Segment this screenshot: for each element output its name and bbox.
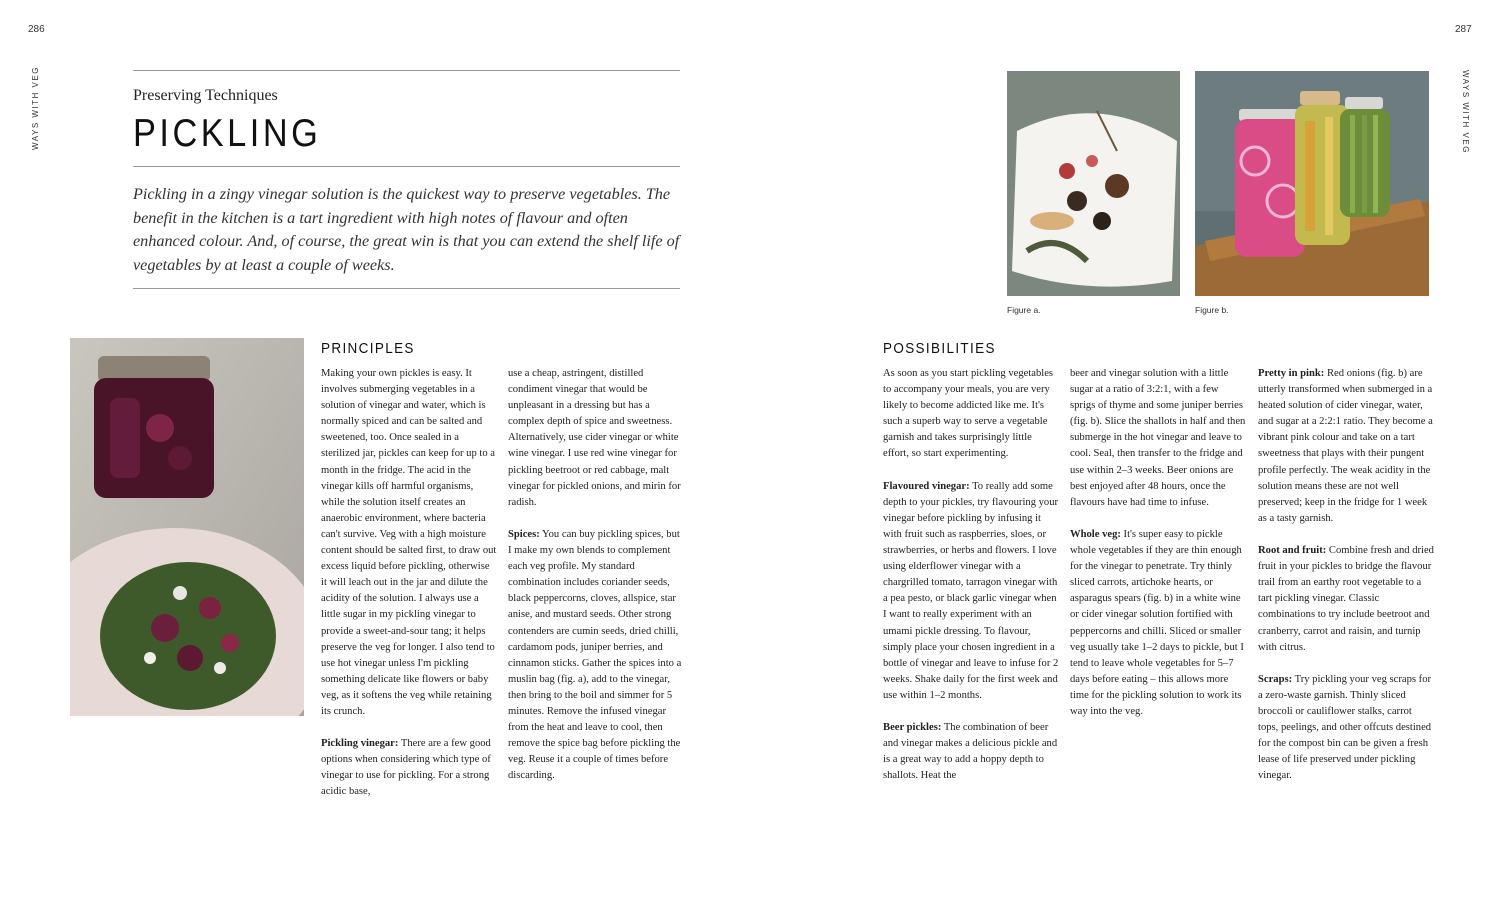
principles-column-2	[508, 366, 684, 801]
paragraph-lead: Root and fruit:	[1258, 545, 1327, 557]
paragraph	[883, 366, 1059, 463]
paragraph-text: Combine fresh and dried fruit in your pickles to bridge the flavour trail from an earthy root vegetable to a tart pickling vinegar. Classic combinations to try include beetroot and cranberry, carrot and raisin, and turnip with citrus.	[1258, 545, 1434, 653]
paragraph-lead: Spices:	[508, 528, 540, 540]
paragraph	[508, 527, 684, 785]
paragraph-text: beer and vinegar solution with a little sugar at a ratio of 3:2:1, with a few sprigs of thyme and some juniper berries (fig. b). Slice the shallots in half and then submerge in the hot vinegar and leave to cool. Seal, then transfer to the fridge and use within 2–3 weeks. Beer onions are best enjoyed after 48 hours, once the flavours have had time to infuse.	[1070, 368, 1246, 508]
possibilities-column-1	[883, 366, 1059, 801]
principles-heading: PRINCIPLES	[321, 340, 415, 357]
possibilities-heading: POSSIBILITIES	[883, 340, 996, 357]
title-rule	[133, 166, 680, 167]
paragraph-text: Red onions (fig. b) are utterly transformed when submerged in a heated solution of cider vinegar, water, and sugar at a 2:2:1 ratio. They become a vibrant pink colour and take on a tart sweetness that plays with their pungent profile perfectly. The weak acidity in the solution means these are not well preserved; keep in the fridge for 1 week as a tasty garnish.	[1258, 368, 1433, 524]
paragraph-lead: Beer pickles:	[883, 722, 942, 734]
paragraph	[321, 736, 497, 800]
paragraph	[321, 366, 497, 720]
figure-b-caption: Figure b.	[1195, 305, 1229, 315]
paragraph-text: Try pickling your veg scraps for a zero-waste garnish. Thinly sliced broccoli or cauliflower stalks, carrot tops, peelings, and other offcuts destined for the compost bin can be given a fresh lease of life preserved under pickling vinegar.	[1258, 673, 1432, 782]
paragraph	[1070, 366, 1246, 511]
principles-column-1	[321, 366, 497, 817]
paragraph-lead: Scraps:	[1258, 673, 1293, 685]
figure-a-caption: Figure a.	[1007, 305, 1041, 315]
paragraph-text: You can buy pickling spices, but I make my own blends to complement each veg profile. My standard combination includes coriander seeds, black peppercorns, cloves, allspice, star anise, and mustard seeds. Other strong contenders are cumin seeds, dried chilli, cardamom pods, juniper berries, and cinnamon sticks. Gather the spices into a muslin bag (fig. a), add to the vinegar, then bring to the boil and simmer for 5 minutes. Remove the infused vinegar from the heat and leave to cool, then remove the spice bag before pickling the veg. Reuse it a couple of times before discarding.	[508, 528, 682, 782]
possibilities-column-3	[1258, 366, 1434, 801]
paragraph-lead: Flavoured vinegar:	[883, 480, 970, 492]
paragraph-lead: Pickling vinegar:	[321, 738, 399, 750]
possibilities-column-2	[1070, 366, 1246, 736]
top-rule	[133, 70, 680, 71]
page-number-right: 287	[1455, 24, 1472, 35]
section-kicker: Preserving Techniques	[133, 87, 278, 104]
paragraph-lead: Whole veg:	[1070, 528, 1121, 540]
figure-b-pickle-jars-photo	[1195, 71, 1429, 296]
paragraph	[1258, 543, 1434, 656]
paragraph-text: It's super easy to pickle whole vegetables if they are thin enough for the vinegar to penetrate. Try thinly sliced carrots, artichoke hearts, or asparagus spears (fig. b) in a white wine or cider vinegar solution fortified with peppercorns and chilli. Sliced or smaller veg usually take 1–2 days to pickle, but I tend to leave whole vegetables for 5–7 days before eating – this allows more time for the pickling solution to work its way into the veg.	[1070, 528, 1244, 717]
figure-a-spice-bag-photo	[1007, 71, 1180, 296]
paragraph	[508, 366, 684, 511]
paragraph	[1258, 366, 1434, 527]
intro-paragraph: Pickling in a zingy vinegar solution is the quickest way to preserve vegetables. The benefit in the kitchen is a tart ingredient with high notes of flavour and often enhanced colour. And, of course, the great win is that you can extend the shelf life of vegetables by at least a couple of weeks.	[133, 185, 680, 274]
side-label-left: WAYS WITH VEG	[31, 66, 40, 150]
pickled-beetroot-photo	[70, 338, 304, 716]
paragraph	[883, 479, 1059, 704]
paragraph	[883, 720, 1059, 784]
paragraph-text: There are a few good options when considering which type of vinegar to use for pickling. For a strong acidic base,	[321, 738, 491, 798]
paragraph-text: use a cheap, astringent, distilled condiment vinegar that would be unpleasant in a dressing but has a complex depth of spice and sweetness. Alternatively, use cider vinegar or white wine vinegar. I use red wine vinegar for pickling beetroot or red cabbage, malt vinegar for pickled onions, and mirin for radish.	[508, 368, 681, 508]
paragraph	[1258, 672, 1434, 785]
paragraph-lead: Pretty in pink:	[1258, 368, 1325, 379]
paragraph-text: The combination of beer and vinegar makes a delicious pickle and is a great way to add a hoppy depth to shallots. Heat the	[883, 722, 1058, 782]
paragraph	[1070, 527, 1246, 720]
paragraph-text: Making your own pickles is easy. It involves submerging vegetables in a solution of vinegar and water, which is normally spiced and can be salted and sweetened, too. Once sealed in a sterilized jar, pickles can keep for up to a month in the fridge. The acid in the vinegar kills off harmful organisms, while the solution itself creates an anaerobic environment, where bacteria can't survive. Veg with a high moisture content should be salted first, to draw out excess liquid before pickling, otherwise it will leach out in the jar and dilute the acidity of the solution. I always use a little sugar in my pickling vinegar to provide a sweet-and-sour tang; it helps preserve the veg for longer. I also tend to use hot vinegar unless I'm pickling something delicate like flowers or baby veg, as it softens the veg while retaining its crunch.	[321, 368, 497, 717]
page-number-left: 286	[28, 24, 45, 35]
paragraph-text: As soon as you start pickling vegetables to accompany your meals, you are very likely to become addicted like me. It's such a superb way to serve a vegetable garnish and takes surprisingly little effort, so start experimenting.	[883, 368, 1054, 460]
paragraph-text: To really add some depth to your pickles, try flavouring your vinegar before pickling by infusing it with fruit such as raspberries, sloes, or strawberries, or herbs and flowers. I love using elderflower vinegar with a chargrilled tomato, tarragon vinegar with a pea pesto, or black garlic vinegar when I want to really experiment with an umami pickle dressing. To flavour, simply place your chosen ingredient in a bottle of vinegar and leave to infuse for 2 weeks. Shake daily for the first week and use within 1–2 months.	[883, 480, 1059, 701]
intro-rule	[133, 288, 680, 289]
side-label-right: WAYS WITH VEG	[1461, 70, 1470, 154]
page-title: PICKLING	[133, 112, 322, 155]
